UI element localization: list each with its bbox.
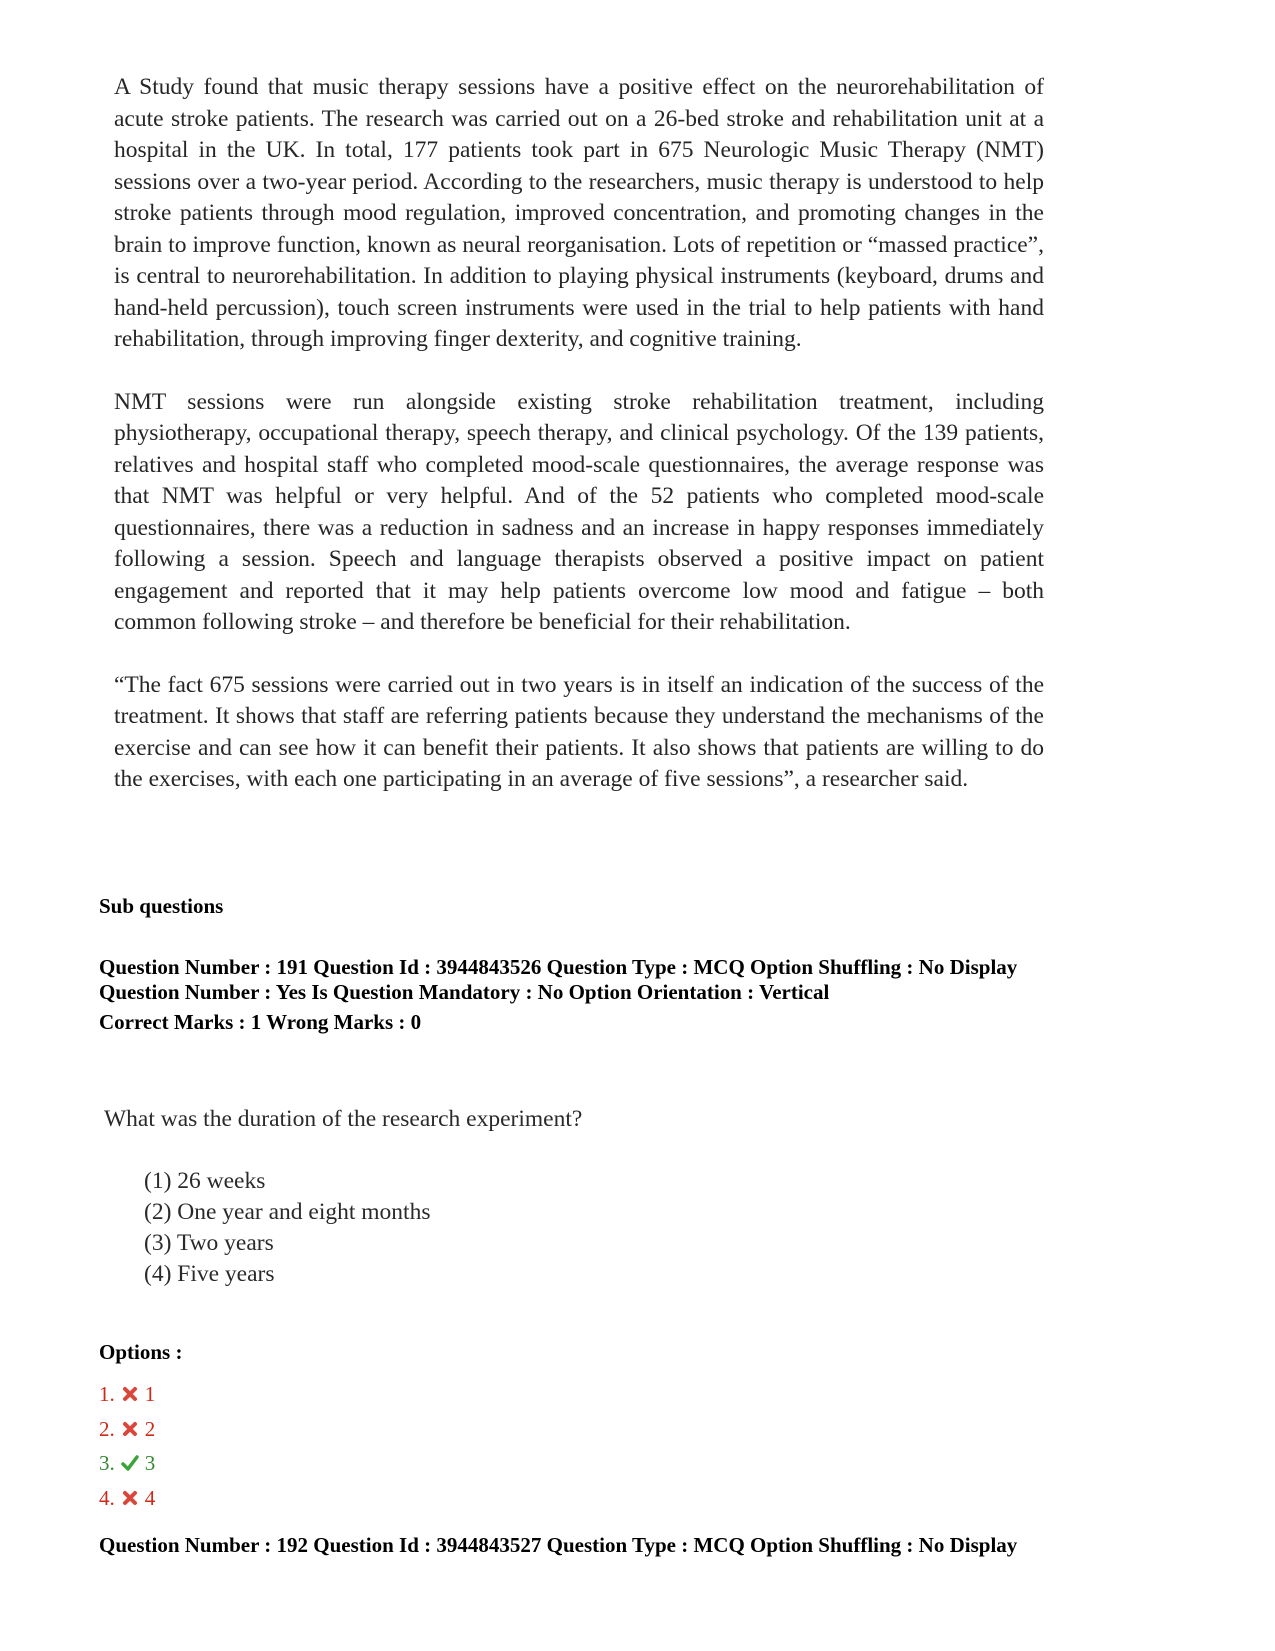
- option-value: 1: [144, 1382, 156, 1406]
- passage-paragraph-2: NMT sessions were run alongside existing stroke rehabilitation treatment, including physiotherapy, occupational therapy, speech therapy, and clinical psychology. Of the 139 patients, relatives and hospital staff who completed mood-scale questionnaires, the average response was that NMT was helpful or very helpful. And of the 52 patients who completed mood-scale questionnaires, there was a reduction in sadness and an increase in happy responses immediately following a session. Speech and language therapists observed a positive impact on patient engagement and reported that it may help patients overcome low mood and fatigue – both common following stroke – and therefore be beneficial for their rehabilitation.: [114, 388, 1044, 635]
- option-1: [99, 1377, 155, 1412]
- choice-2: (2) One year and eight months: [144, 1199, 431, 1225]
- passage-paragraph-3: “The fact 675 sessions were carried out in two years is in itself an indication of the success of the treatment. It shows that staff are referring patients because they understand the mechanisms of the exercise and can see how it can benefit their patients. It also shows that patients are willing to do the exercises, with each one participating in an average of five sessions”, a researcher said.: [114, 671, 1044, 792]
- question-marks-line: Correct Marks : 1 Wrong Marks : 0: [99, 1010, 422, 1034]
- option-number: 2.: [99, 1416, 115, 1441]
- options-list: [99, 1377, 155, 1515]
- option-number: 4.: [99, 1485, 115, 1510]
- cross-icon: [121, 1420, 139, 1438]
- next-question-meta-line-1: Question Number : 192 Question Id : 3944843527 Question Type : MCQ Option Shuffling : No Display: [99, 1533, 1018, 1557]
- option-number: 1.: [99, 1382, 115, 1406]
- option-2: [99, 1412, 155, 1447]
- question-meta-line-1: Question Number : 191 Question Id : 3944843526 Question Type : MCQ Option Shuffling : No Display: [99, 955, 1018, 979]
- passage: [114, 72, 1044, 796]
- cross-icon: [121, 1385, 139, 1403]
- choice-3: (3) Two years: [144, 1230, 274, 1256]
- passage-paragraph-1: A Study found that music therapy sessions have a positive effect on the neurorehabilitation of acute stroke patients. The research was carried out on a 26-bed stroke and rehabilitation unit at a hospital in the UK. In total, 177 patients took part in 675 Neurologic Music Therapy (NMT) sessions over a two-year period. According to the researchers, music therapy is understood to help stroke patients through mood regulation, improved concentration, and promoting changes in the brain to improve function, known as neural reorganisation. Lots of repetition or “massed practice”, is central to neurorehabilitation. In addition to playing physical instruments (keyboard, drums and hand-held percussion), touch screen instruments were used in the trial to help patients with hand rehabilitation, through improving finger dexterity, and cognitive training.: [114, 74, 1044, 352]
- option-value: 3: [144, 1451, 156, 1475]
- option-number: 3.: [99, 1451, 115, 1475]
- option-value: 2: [144, 1416, 156, 1441]
- option-4: [99, 1481, 155, 1516]
- sub-questions-heading: Sub questions: [99, 894, 224, 918]
- check-icon: [121, 1454, 139, 1472]
- choice-4: (4) Five years: [144, 1261, 275, 1287]
- option-3: [99, 1446, 155, 1481]
- cross-icon: [121, 1489, 139, 1507]
- options-heading: Options :: [99, 1340, 183, 1364]
- option-value: 4: [144, 1485, 156, 1510]
- question-text: What was the duration of the research experiment?: [104, 1106, 583, 1132]
- question-meta-line-2: Question Number : Yes Is Question Mandatory : No Option Orientation : Vertical: [99, 980, 830, 1004]
- choice-1: (1) 26 weeks: [144, 1168, 266, 1194]
- question-choices: [144, 1166, 431, 1290]
